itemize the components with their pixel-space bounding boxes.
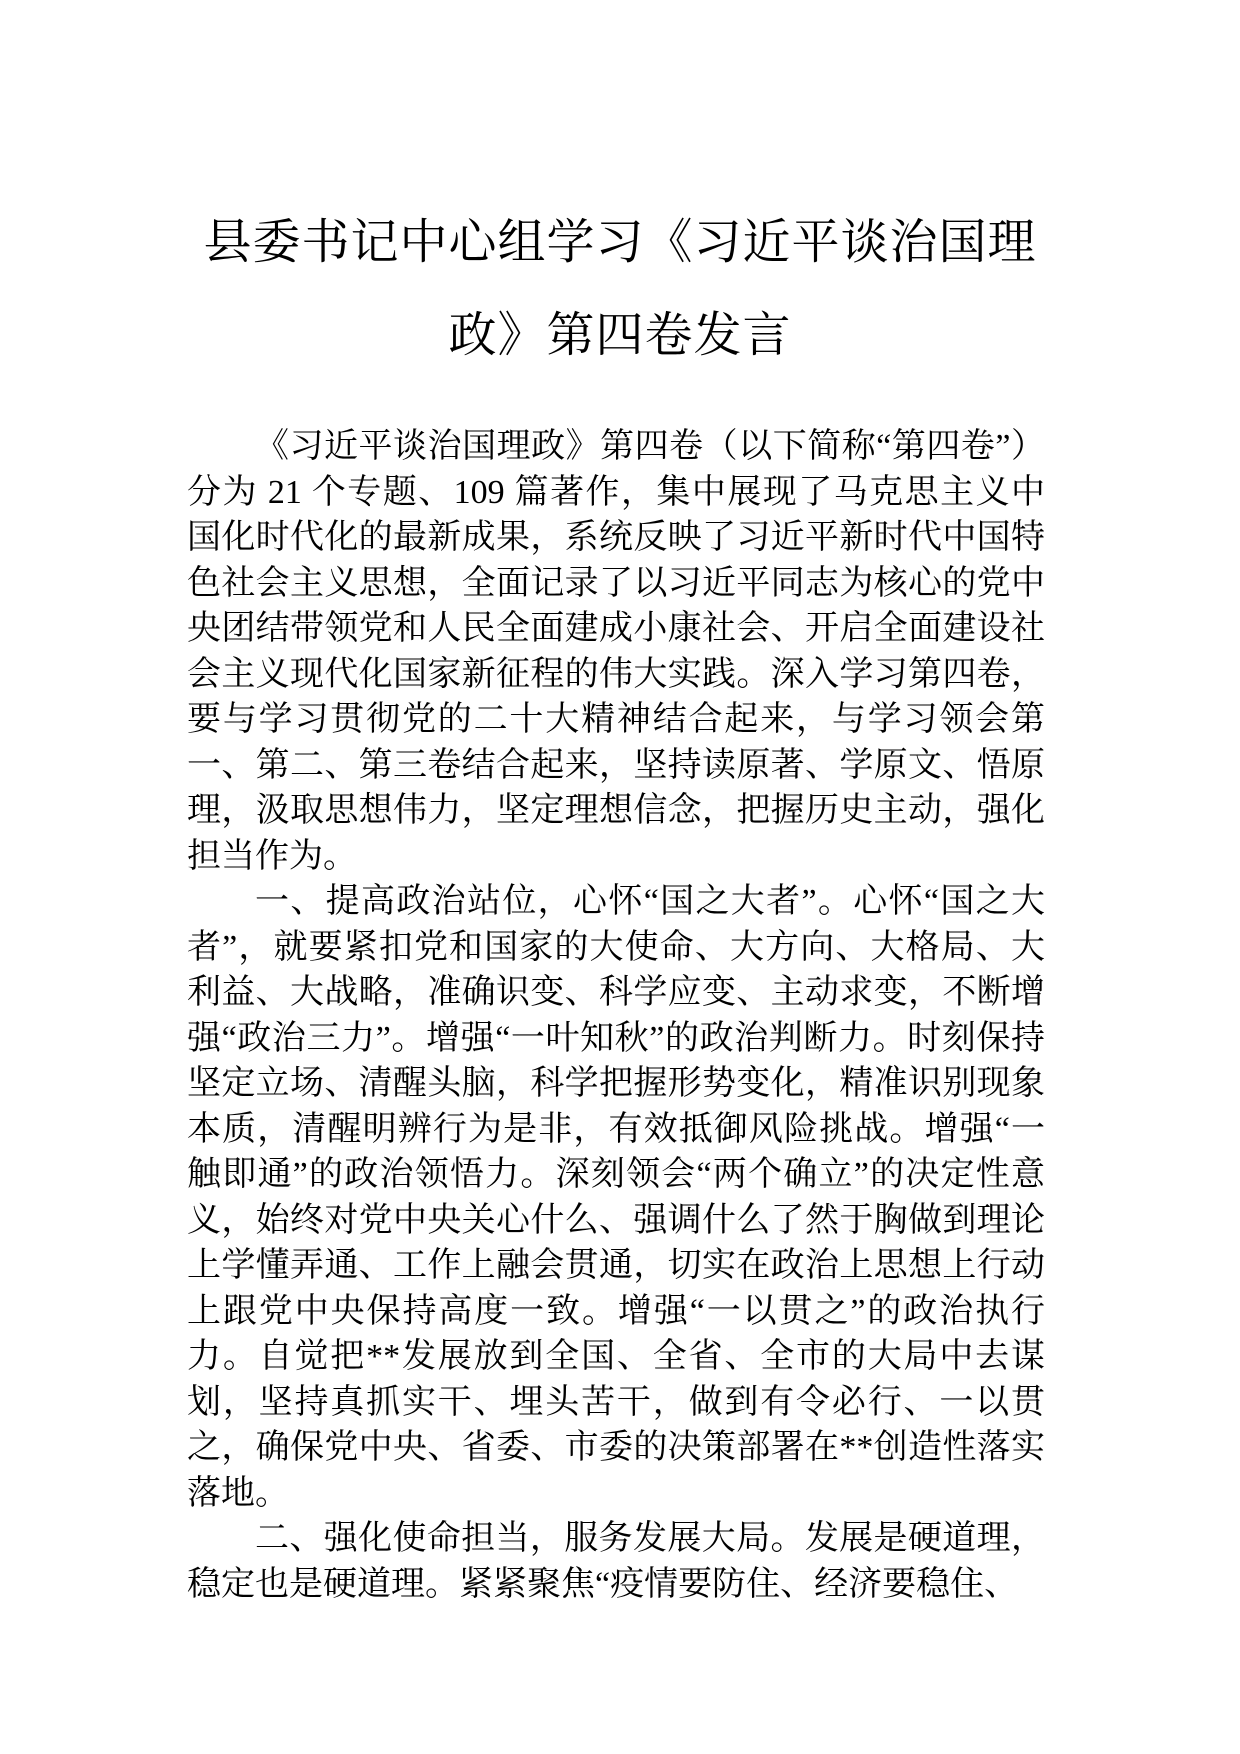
paragraph-section-two: 二、强化使命担当，服务发展大局。发展是硬道理，稳定也是硬道理。紧紧聚焦“疫情要防住、经济要稳住、 [187,1520,1045,1603]
title-line-2: 政》第四卷发言 [448,309,792,362]
paragraph-intro: 《习近平谈治国理政》第四卷（以下简称“第四卷”）分为 21 个专题、109 篇著作，集中展现了马克思主义中国化时代化的最新成果，系统反映了习近平新时代中国特色社会主义思想，全面记录了以习近平同志为核心的党中央团结带领党和人民全面建成小康社会、开启全面建设社会主义现代化国家新征程的伟大实践。深入学习第四卷，要与学习贯彻党的二十大精神结合起来，与学习领会第一、第二、第三卷结合起来，坚持读原著、学原文、悟原理，汲取思想伟力，坚定理想信念，把握历史主动，强化担当作为。 [187,428,1045,875]
paragraph-section-one: 一、提高政治站位，心怀“国之大者”。心怀“国之大者”，就要紧扣党和国家的大使命、大方向、大格局、大利益、大战略，准确识变、科学应变、主动求变，不断增强“政治三力”。增强“一叶知秋”的政治判断力。时刻保持坚定立场、清醒头脑，科学把握形势变化，精准识别现象本质，清醒明辨行为是非，有效抵御风险挑战。增强“一触即通”的政治领悟力。深刻领会“两个确立”的决定性意义，始终对党中央关心什么、强调什么了然于胸做到理论上学懂弄通、工作上融会贯通，切实在政治上思想上行动上跟党中央保持高度一致。增强“一以贯之”的政治执行力。自觉把**发展放到全国、全省、全市的大局中去谋划，坚持真抓实干、埋头苦干，做到有令必行、一以贯之，确保党中央、省委、市委的决策部署在**创造性落实落地。 [187,883,1045,1512]
title-line-1: 县委书记中心组学习《习近平谈治国理 [203,216,1037,269]
document-title [0,0,1240,382]
document-body [187,424,1045,1607]
